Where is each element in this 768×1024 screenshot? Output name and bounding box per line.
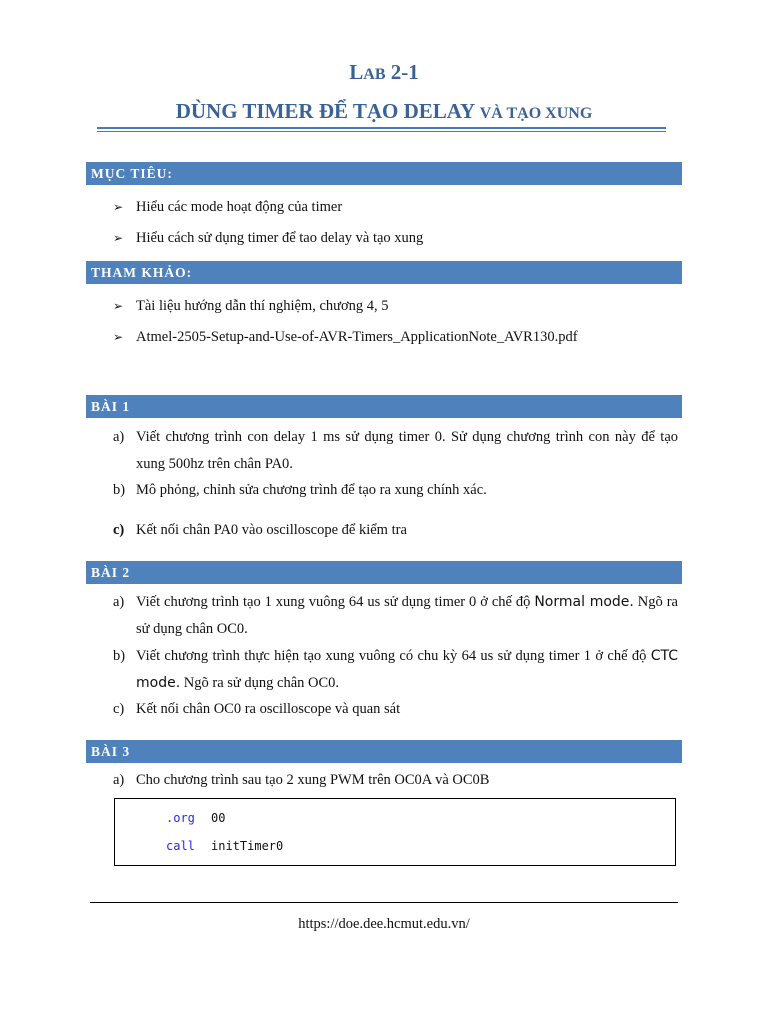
section-heading-bai-3: BÀI 3	[86, 740, 682, 763]
footer-url: https://doe.dee.hcmut.edu.vn/	[298, 916, 470, 932]
lab-title: LAB 2-1	[349, 60, 419, 84]
section-heading-bai-1: BÀI 1	[86, 395, 682, 418]
exercise-item: b) Viết chương trình thực hiện tạo xung vuông có chu kỳ 64 us sử dụng timer 1 ở chế độ CTC mode. Ngõ ra sử dụng chân OC0.	[113, 648, 678, 691]
exercise-item: a) Viết chương trình tạo 1 xung vuông 64 us sử dụng timer 0 ở chế độ Normal mode. Ngõ ra sử dụng chân OC0.	[113, 594, 678, 637]
section-heading-bai-2: BÀI 2	[86, 561, 682, 584]
exercise-item: a) Viết chương trình con delay 1 ms sử dụng timer 0. Sử dụng chương trình con này để tạo xung 500hz trên chân PA0.	[113, 429, 678, 472]
arrowhead-bullet-icon: ➢	[113, 299, 124, 313]
exercise-item: c) Kết nối chân OC0 ra oscilloscope và quan sát	[113, 701, 401, 717]
code-keyword: call	[166, 839, 195, 853]
list-item: ➢ Tài liệu hướng dẫn thí nghiệm, chương 4, 5	[113, 298, 389, 314]
code-line	[166, 839, 283, 853]
exercise-item: b) Mô phỏng, chỉnh sửa chương trình để tạo ra xung chính xác.	[113, 482, 487, 498]
exercise-item: c) Kết nối chân PA0 vào oscilloscope để kiểm tra	[113, 522, 407, 538]
section-heading-tham-khao: THAM KHẢO:	[86, 261, 682, 284]
arrowhead-bullet-icon: ➢	[113, 231, 124, 245]
code-keyword: .org	[166, 811, 195, 825]
footer-rule	[90, 902, 678, 903]
arrowhead-bullet-icon: ➢	[113, 330, 124, 344]
arrowhead-bullet-icon: ➢	[113, 200, 124, 214]
exercise-item: a) Cho chương trình sau tạo 2 xung PWM trên OC0A và OC0B	[113, 772, 490, 788]
code-argument: 00	[211, 811, 226, 825]
section-heading-muc-tieu: MỤC TIÊU:	[86, 162, 682, 185]
list-item: ➢ Atmel-2505-Setup-and-Use-of-AVR-Timers_ApplicationNote_AVR130.pdf	[113, 329, 578, 345]
list-item: ➢ Hiểu cách sử dụng timer để tao delay và tạo xung	[113, 230, 424, 246]
title-rule-thin	[97, 131, 666, 132]
document-title: DÙNG TIMER ĐỂ TẠO DELAY VÀ TẠO XUNG	[175, 99, 593, 123]
title-rule	[97, 127, 666, 129]
code-line	[166, 811, 225, 825]
list-item: ➢ Hiểu các mode hoạt động của timer	[113, 199, 343, 215]
code-argument: initTimer0	[211, 839, 284, 853]
code-block	[114, 798, 676, 866]
